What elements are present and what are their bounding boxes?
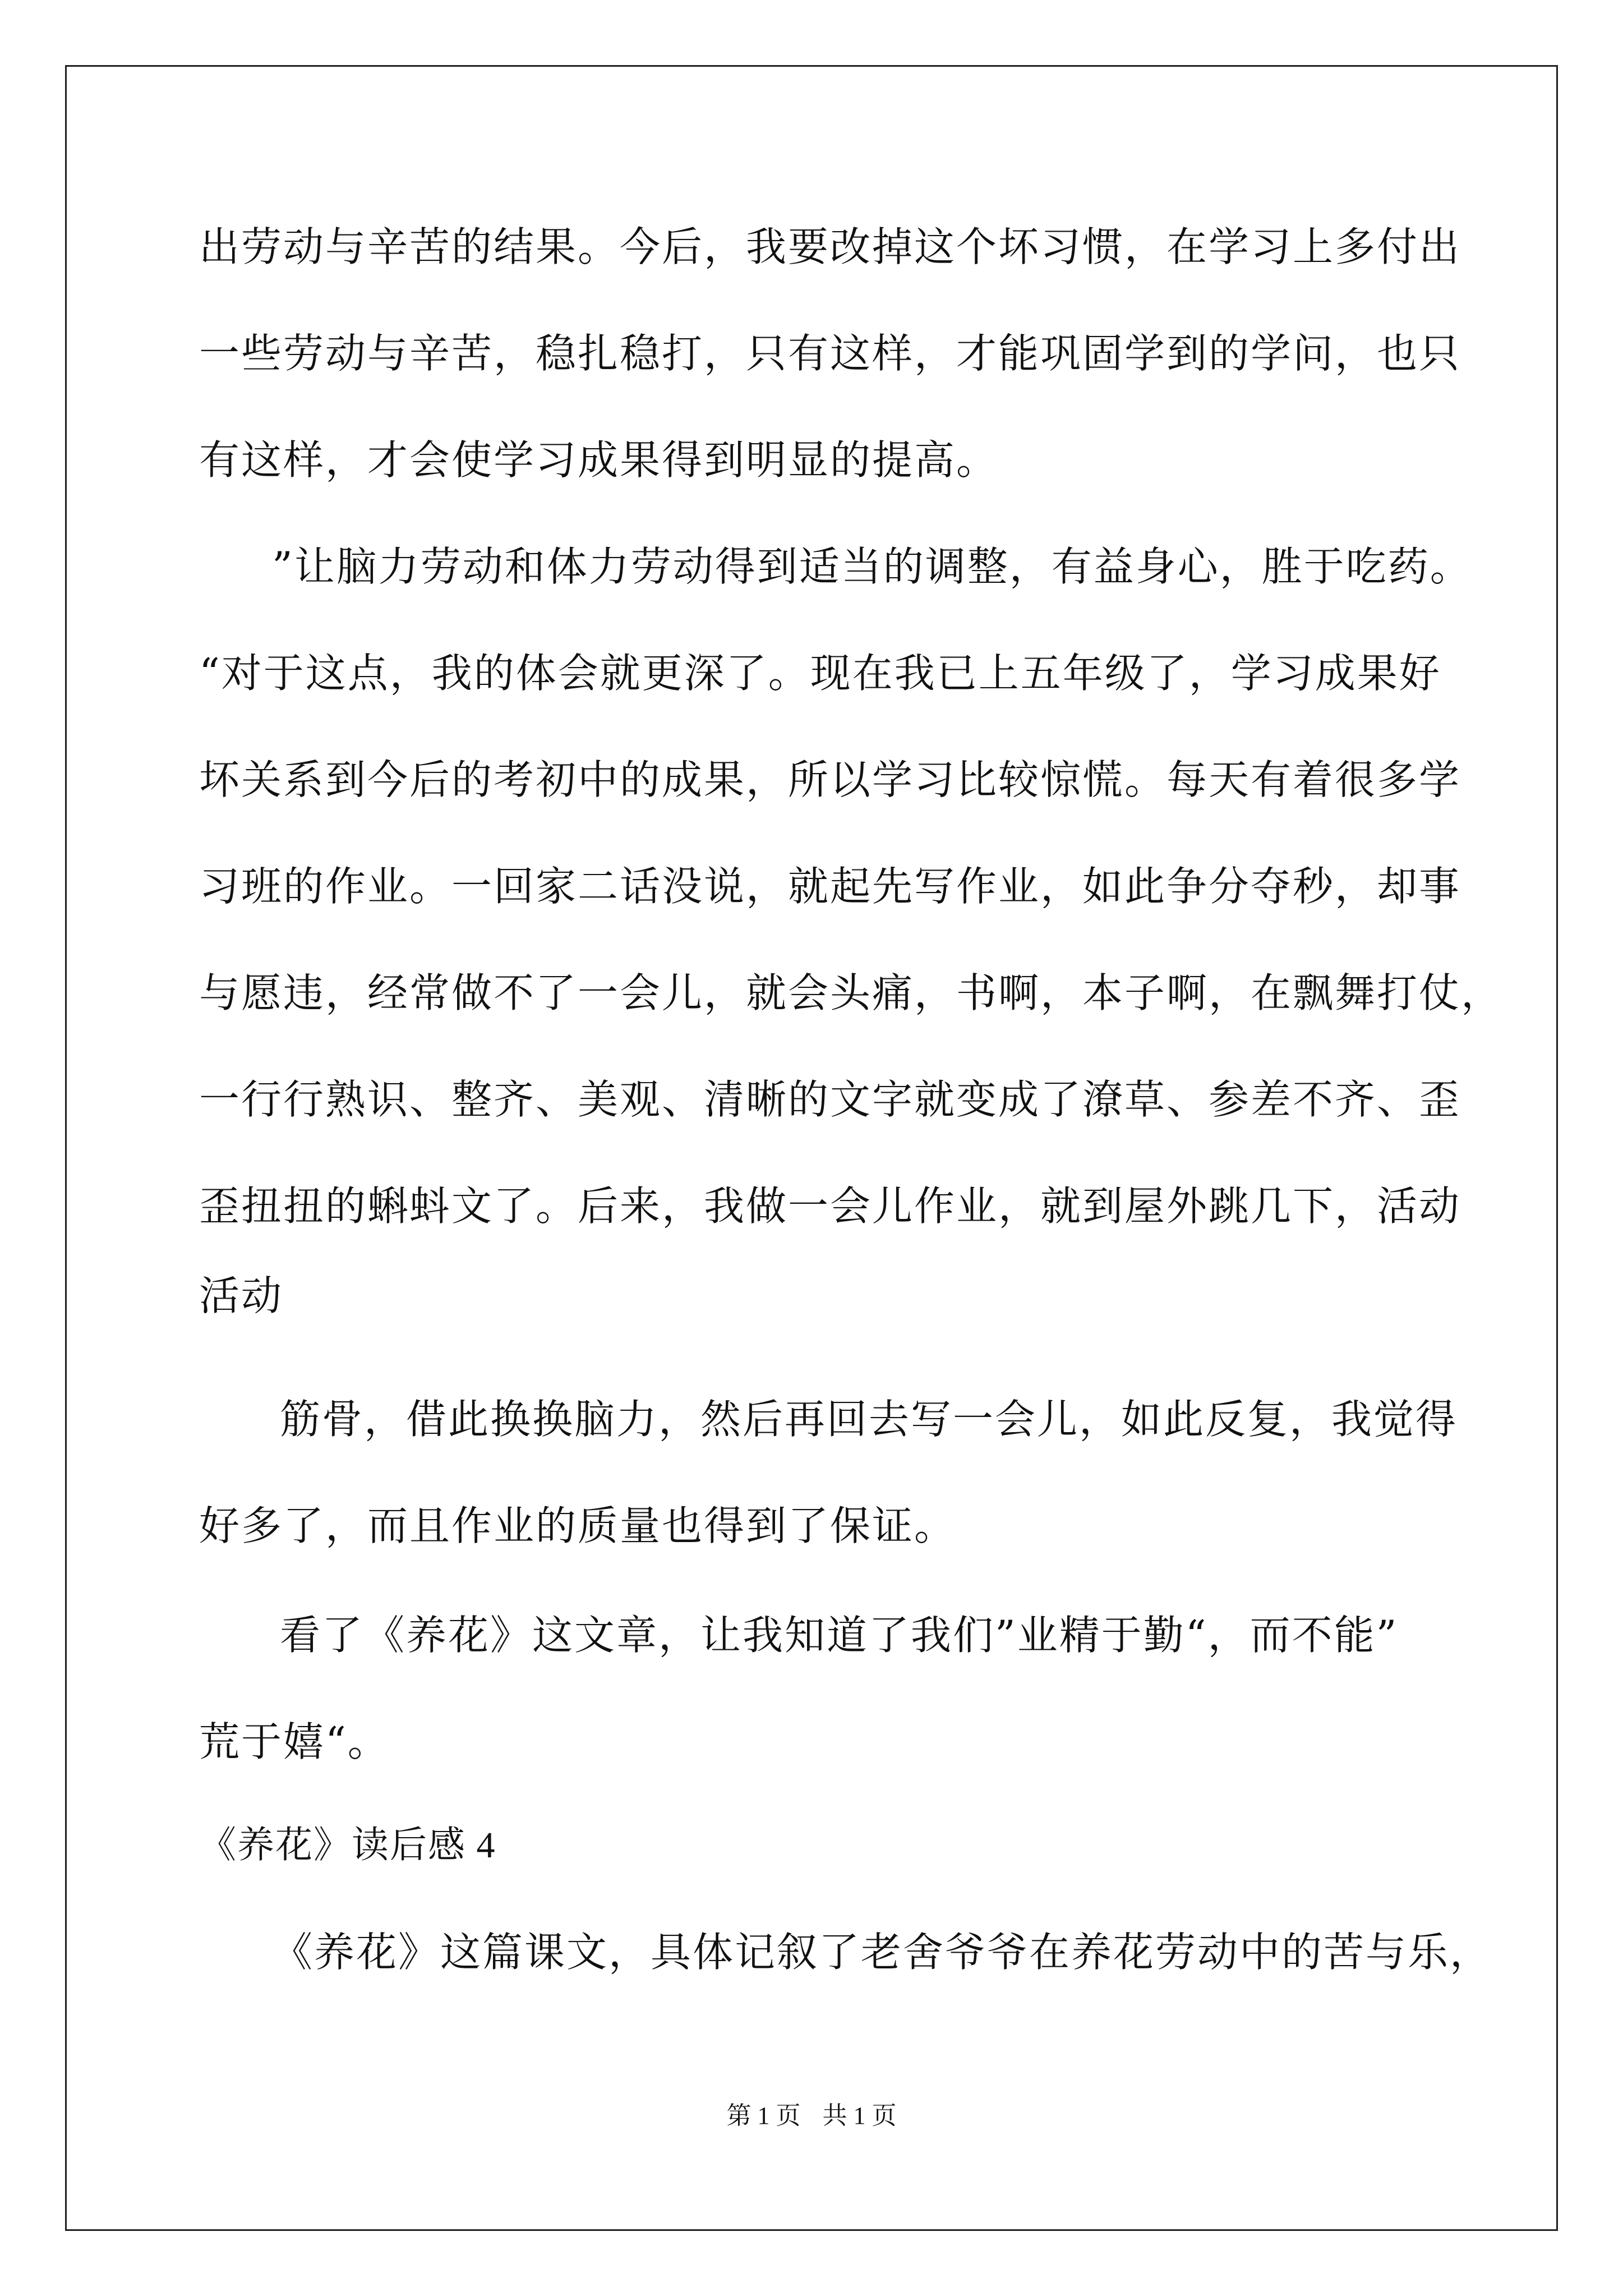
page-footer bbox=[0, 2095, 1623, 2131]
text-line: 活动 bbox=[199, 1272, 284, 1319]
text-line: 筋骨，借此换换脑力，然后再回去写一会儿，如此反复，我觉得 bbox=[280, 1396, 1458, 1443]
text-line: 坏关系到今后的考初中的成果，所以学习比较惊慌。每天有着很多学 bbox=[199, 756, 1461, 803]
page-border bbox=[65, 65, 1558, 2231]
text-line: 有这样，才会使学习成果得到明显的提高。 bbox=[199, 436, 999, 484]
text-line: 出劳动与辛苦的结果。今后，我要改掉这个坏习惯，在学习上多付出 bbox=[199, 223, 1461, 270]
text-line: 一些劳动与辛苦，稳扎稳打，只有这样，才能巩固学到的学问，也只 bbox=[199, 330, 1461, 377]
text-line: 习班的作业。一回家二话没说，就起先写作业，如此争分夺秒，却事 bbox=[199, 863, 1461, 910]
text-line: 一行行熟识、整齐、美观、清晰的文字就变成了潦草、参差不齐、歪 bbox=[199, 1076, 1461, 1123]
page-number: 第 1 页 bbox=[726, 2102, 801, 2129]
text-line: 与愿违，经常做不了一会儿，就会头痛，书啊，本子啊，在飘舞打仗， bbox=[199, 969, 1504, 1016]
text-line: 好多了，而且作业的质量也得到了保证。 bbox=[199, 1502, 957, 1549]
text-line: 《养花》这篇课文，具体记叙了老舍爷爷在养花劳动中的苦与乐， bbox=[272, 1929, 1492, 1976]
page-total: 共 1 页 bbox=[822, 2102, 897, 2129]
text-line: 看了《养花》这文章，让我知道了我们”业精于勤“，而不能” bbox=[280, 1612, 1399, 1659]
text-line: 歪扭扭的蝌蚪文了。后来，我做一会儿作业，就到屋外跳几下，活动 bbox=[199, 1182, 1461, 1230]
text-line: ”让脑力劳动和体力劳动得到适当的调整，有益身心，胜于吃药。 bbox=[272, 543, 1472, 590]
text-line: 荒于嬉“。 bbox=[199, 1718, 390, 1765]
section-heading: 《养花》读后感 4 bbox=[199, 1825, 496, 1866]
text-line: “对于这点，我的体会就更深了。现在我已上五年级了，学习成果好 bbox=[199, 650, 1441, 697]
